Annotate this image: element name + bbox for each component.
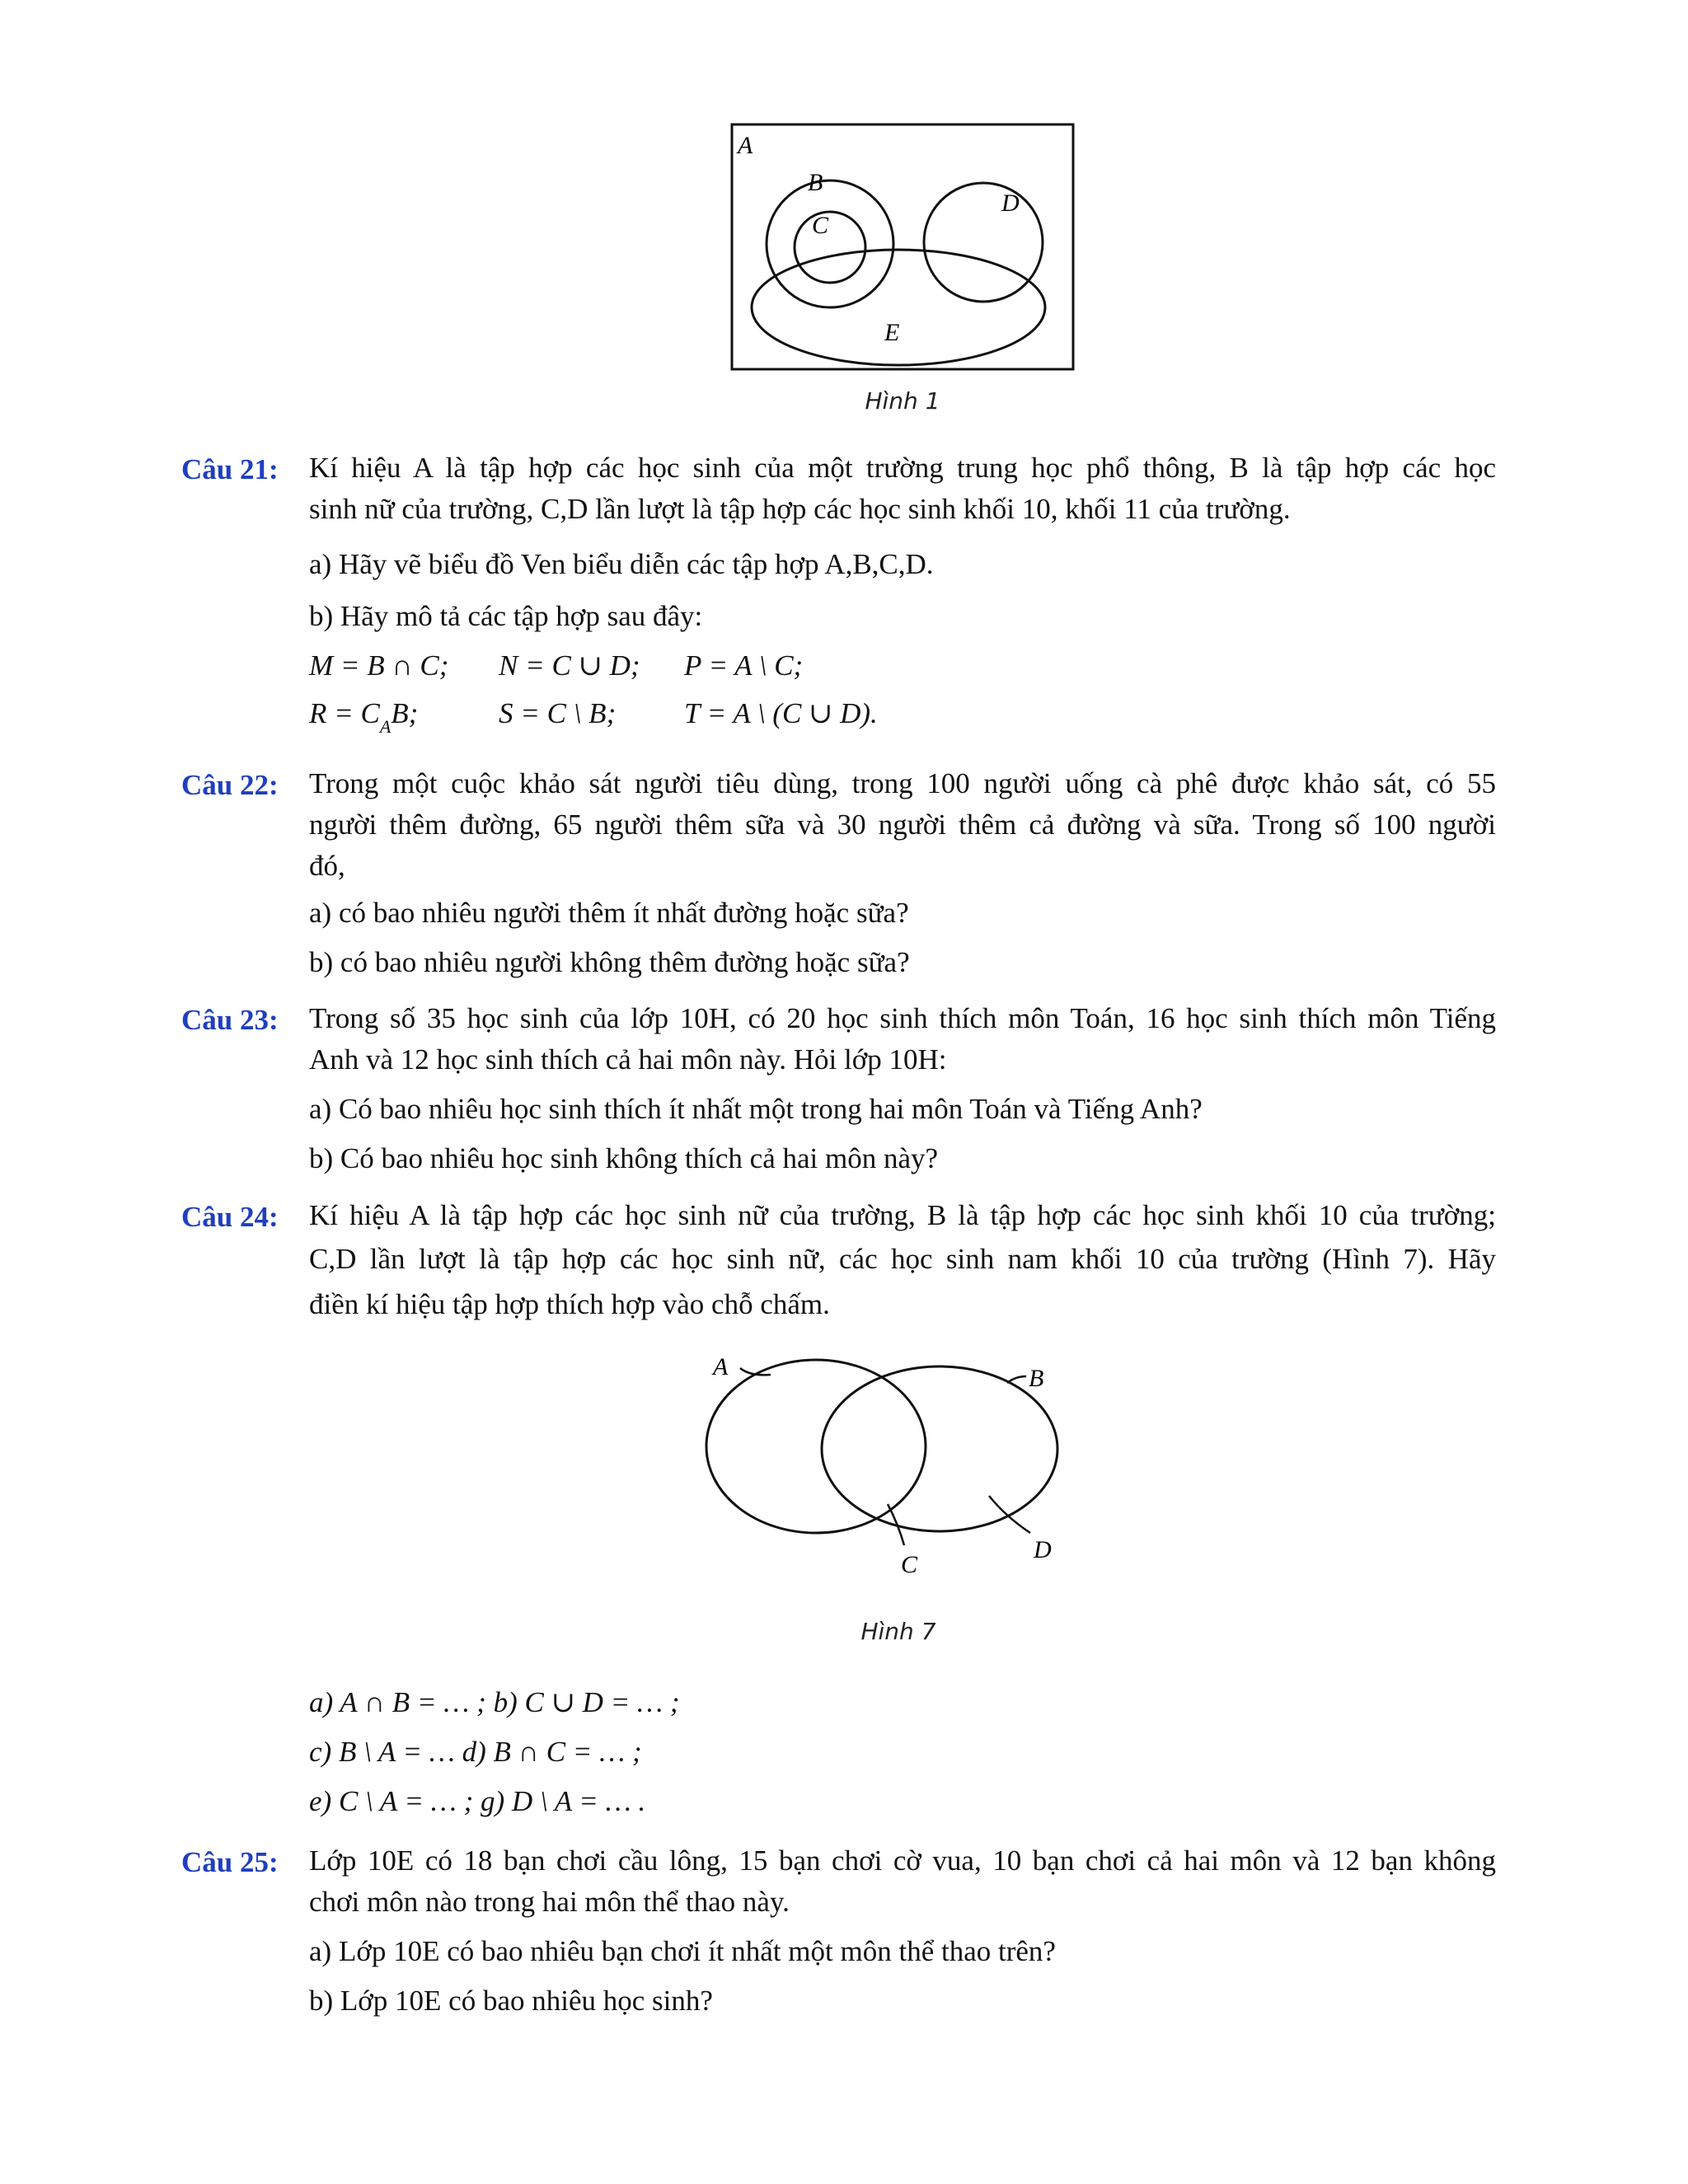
set-r-main: R = C	[309, 697, 380, 729]
question-22-part-b: b) có bao nhiêu người không thêm đường hoặc sữa?	[309, 946, 910, 978]
question-24-line-2: C,D lần lượt là tập hợp các học sinh nữ, các học sinh nam khối 10 của trường (Hình 7). Hãy	[309, 1243, 1496, 1275]
question-24-fill-2: c) B \ A = … d) B ∩ C = … ;	[309, 1736, 642, 1768]
label-e: E	[884, 319, 900, 346]
question-24-line-1: Kí hiệu A là tập hợp các học sinh nữ của trường, B là tập hợp các học sinh khối 10 của trường;	[309, 1199, 1496, 1231]
question-23-line-2: Anh và 12 học sinh thích cả hai môn này. Hỏi lớp 10H:	[309, 1043, 947, 1076]
question-21-part-a: a) Hãy vẽ biểu đồ Ven biểu diễn các tập hợp A,B,C,D.	[309, 548, 934, 580]
question-24-fill-1: a) A ∩ B = … ; b) C ∪ D = … ;	[309, 1686, 680, 1718]
set-t: T = A \ (C ∪ D).	[684, 697, 878, 729]
set-p: P = A \ C;	[684, 649, 804, 682]
label-b: B	[808, 169, 823, 196]
label-d: D	[1034, 1536, 1052, 1563]
set-n: N = C ∪ D;	[499, 649, 640, 682]
question-25-part-b: b) Lớp 10E có bao nhiêu học sinh?	[309, 1985, 713, 2017]
set-r-subscript: A	[379, 716, 392, 737]
set-r-tail: B;	[391, 697, 419, 729]
question-23-label: Câu 23:	[181, 1004, 279, 1036]
set-r	[309, 697, 499, 737]
question-23-part-b: b) Có bao nhiêu học sinh không thích cả hai môn này?	[309, 1142, 939, 1174]
question-25-label: Câu 25:	[181, 1846, 279, 1878]
label-d: D	[1001, 190, 1020, 217]
question-23-part-a: a) Có bao nhiêu học sinh thích ít nhất một trong hai môn Toán và Tiếng Anh?	[309, 1093, 1203, 1125]
question-21-sets-row-2	[309, 697, 878, 737]
question-21-label: Câu 21:	[181, 453, 279, 485]
question-22-part-a: a) có bao nhiêu người thêm ít nhất đường hoặc sữa?	[309, 897, 909, 929]
question-24-label: Câu 24:	[181, 1201, 279, 1233]
set-m: M = B ∩ C;	[309, 649, 449, 682]
question-25-line-2: chơi môn nào trong hai môn thể thao này.	[309, 1886, 790, 1918]
question-21-sets-row-1	[309, 651, 803, 680]
figure-7-caption: Hình 7	[860, 1618, 936, 1645]
label-a: A	[713, 1353, 729, 1380]
label-c: C	[901, 1551, 918, 1578]
question-25-line-1: Lớp 10E có 18 bạn chơi cầu lông, 15 bạn chơi cờ vua, 10 bạn chơi cả hai môn và 12 bạn không	[309, 1844, 1496, 1877]
question-24-line-3: điền kí hiệu tập hợp thích hợp vào chỗ chấm.	[309, 1288, 830, 1320]
venn-figure-7	[701, 1352, 1096, 1591]
question-24-fill-3: e) C \ A = … ; g) D \ A = … .	[309, 1785, 646, 1817]
question-21-part-b: b) Hãy mô tả các tập hợp sau đây:	[309, 600, 703, 632]
question-23-line-1: Trong số 35 học sinh của lớp 10H, có 20 học sinh thích môn Toán, 16 học sinh thích môn Tiếng	[309, 1002, 1496, 1034]
question-25-part-a: a) Lớp 10E có bao nhiêu bạn chơi ít nhất một môn thể thao trên?	[309, 1935, 1056, 1967]
question-22-line-2: người thêm đường, 65 người thêm sữa và 30 người thêm cả đường và sữa. Trong số 100 người	[309, 808, 1496, 841]
question-21-line-1: Kí hiệu A là tập hợp các học sinh của một trường trung học phổ thông, B là tập hợp các học	[309, 452, 1496, 484]
set-s: S = C \ B;	[499, 697, 617, 729]
question-22-line-1: Trong một cuộc khảo sát người tiêu dùng, trong 100 người uống cà phê được khảo sát, có 55	[309, 767, 1496, 799]
label-c: C	[812, 212, 829, 239]
label-a: A	[738, 132, 753, 159]
figure-1-caption: Hình 1	[865, 387, 940, 415]
venn-figure-1	[729, 122, 1076, 374]
question-21-line-2: sinh nữ của trường, C,D lần lượt là tập hợp các học sinh khối 10, khối 11 của trường.	[309, 493, 1291, 525]
question-22-label: Câu 22:	[181, 769, 279, 801]
question-22-line-3: đó,	[309, 850, 345, 882]
label-b: B	[1029, 1365, 1044, 1392]
